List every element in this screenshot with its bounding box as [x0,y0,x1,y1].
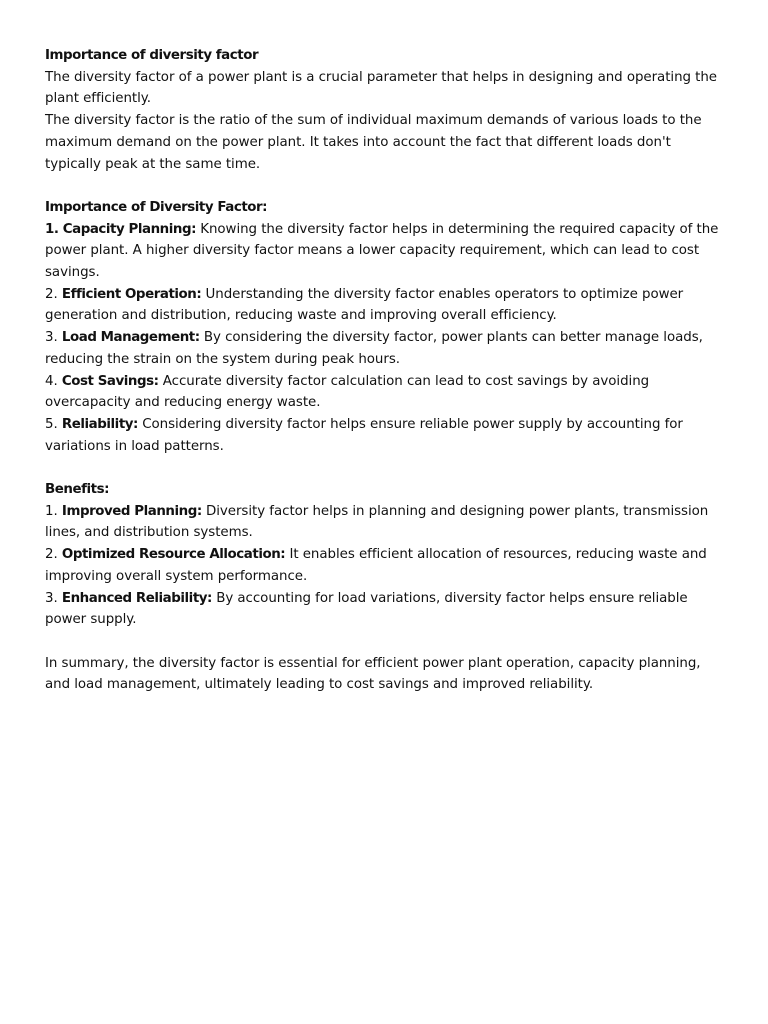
item-term: Cost Savings: [61,373,159,389]
benefits-item-2 [45,544,725,587]
benefits-heading: Benefits: [45,482,109,498]
item-term: Capacity Planning: [62,221,197,237]
item-text: Accurate diversity factor calculation can lead to cost savings by avoiding overcapacity and reducing energy waste. [45,373,650,411]
item-text: Understanding the diversity factor enables operators to optimize power generation and distribution, reducing waste and improving overall efficiency. [45,286,684,324]
item-term: Efficient Operation: [61,286,202,302]
item-text: It enables efficient allocation of resources, reducing waste and improving overall system performance. [45,547,707,584]
spacer [45,175,725,197]
item-number: 3. [45,590,58,606]
benefits-item-1 [45,501,725,544]
item-number: 5. [45,416,58,432]
document-body [45,45,725,696]
item-term: Improved Planning: [61,503,202,519]
summary-paragraph: In summary, the diversity factor is essential for efficient power plant operation, capacity planning, and load management, ultimately leading to cost savings and improved reliability. [45,655,701,693]
intro-paragraph-1: The diversity factor of a power plant is a crucial parameter that helps in designing and operating the plant efficiently. [45,69,717,107]
item-term: Enhanced Reliability: [61,590,212,606]
importance-item-5 [45,414,725,457]
document-title: Importance of diversity factor [45,48,259,63]
item-text: Diversity factor helps in planning and designing power plants, transmission lines, and distribution systems. [45,503,709,541]
importance-item-2 [45,284,725,327]
spacer [45,631,725,653]
item-term: Reliability: [61,416,138,432]
item-text: By considering the diversity factor, power plants can better manage loads, reducing the strain on the system during peak hours. [45,330,703,367]
importance-item-1 [45,219,725,284]
intro-paragraph-2: The diversity factor is the ratio of the sum of individual maximum demands of various loads to the maximum demand on the power plant. It takes into account the fact that different loads don't typically peak at the same time. [45,113,702,172]
item-text: Knowing the diversity factor helps in determining the required capacity of the power plant. A higher diversity factor means a lower capacity requirement, which can lead to cost savings. [45,221,719,281]
item-text: Considering diversity factor helps ensure reliable power supply by accounting for variations in load patterns. [45,416,683,454]
item-number: 2. [45,286,58,302]
item-number: 1. [45,503,58,519]
item-term: Optimized Resource Allocation: [61,547,286,563]
item-text: By accounting for load variations, diversity factor helps ensure reliable power supply. [45,590,688,628]
importance-item-3 [45,327,725,370]
item-number: 2. [45,547,58,563]
item-number: 3. [45,330,58,346]
importance-heading: Importance of Diversity Factor: [45,199,268,215]
item-term: Load Management: [61,330,200,346]
importance-item-4 [45,371,725,414]
item-number: 1. [45,221,59,237]
item-number: 4. [45,373,58,389]
spacer [45,457,725,479]
benefits-item-3 [45,588,725,631]
